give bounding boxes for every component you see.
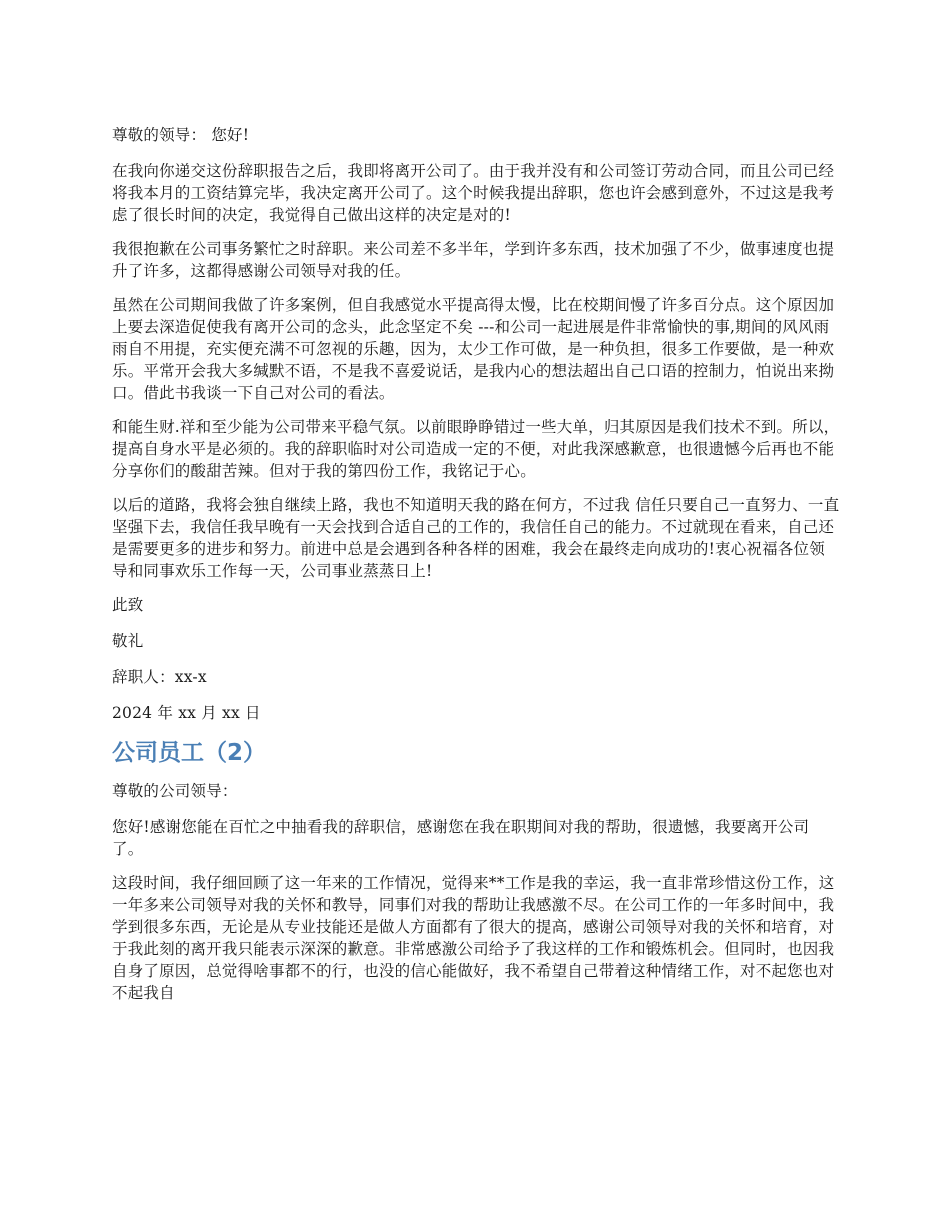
paragraph-6: 您好!感谢您能在百忙之中抽看我的辞职信，感谢您在我在职期间对我的帮助，很遗憾，我要离开公司了。 <box>112 818 810 858</box>
section-heading: 公司员工（2） <box>112 740 267 766</box>
paragraph-7: 这段时间，我仔细回顾了这一年来的工作情况，觉得来**工作是我的幸运，我一直非常珍惜这份工作，这一年多来公司领导对我的关怀和教导，同事们对我的帮助让我感激不尽。在公司工作的一年多时间中，我学到很多东西，无论是从专业技能还是做人方面都有了很大的提高，感谢公司领导对我的关怀和培育，对于我此刻的离开我只能表示深深的歉意。非常感激公司给予了我这样的工作和锻炼机会。但同时，也因我自身了原因，总觉得啥事都不的行，也没的信心能做好，我不希望自己带着这种情绪工作，对不起您也对不起我自 <box>112 874 835 1002</box>
closing-line-1: 此致 <box>112 596 144 614</box>
closing-line-2: 敬礼 <box>112 632 144 650</box>
paragraph-3: 虽然在公司期间我做了许多案例，但自我感觉水平提高得太慢，比在校期间慢了许多百分点。这个原因加上要去深造促使我有离开公司的念头，此念坚定不矣 ---和公司一起进展是件非常愉快的事,期间的风风雨雨自不用提，充实便充满不可忽视的乐趣，因为，太少工作可做，是一种负担，很多工作要做，是一种欢乐。平常开会我大多缄默不语，不是我不喜爱说话，是我内心的想法超出自己口语的控制力，怕说出来拗口。借此书我谈一下自己对公司的看法。 <box>112 296 835 402</box>
paragraph-4: 和能生财.祥和至少能为公司带来平稳气氛。以前眼睁睁错过一些大单，归其原因是我们技术不到。所以，提高自身水平是必须的。我的辞职临时对公司造成一定的不便，对此我深感歉意，也很遗憾今后再也不能分享你们的酸甜苦辣。但对于我的第四份工作，我铭记于心。 <box>112 418 840 480</box>
date: 2024 年 xx 月 xx 日 <box>112 704 261 722</box>
signature: 辞职人：xx-x <box>112 668 207 686</box>
paragraph-1: 在我向你递交这份辞职报告之后，我即将离开公司了。由于我并没有和公司签订劳动合同，而且公司已经将我本月的工资结算完毕，我决定离开公司了。这个时候我提出辞职，您也许会感到意外，不过这是我考虑了很长时间的决定，我觉得自己做出这样的决定是对的! <box>112 162 835 224</box>
paragraph-5: 以后的道路，我将会独自继续上路，我也不知道明天我的路在何方，不过我 信任只要自己一直努力、一直坚强下去，我信任我早晚有一天会找到合适自己的工作的，我信任自己的能力。不过就现在看来，自己还是需要更多的进步和努力。前进中总是会遇到各种各样的困难，我会在最终走向成功的!衷心祝福各位领导和同事欢乐工作每一天，公司事业蒸蒸日上! <box>112 496 840 580</box>
paragraph-2: 我很抱歉在公司事务繁忙之时辞职。来公司差不多半年，学到许多东西，技术加强了不少，做事速度也提升了许多，这都得感谢公司领导对我的任。 <box>112 240 835 280</box>
greeting: 尊敬的领导： 您好! <box>112 126 250 144</box>
greeting-2: 尊敬的公司领导： <box>112 782 238 800</box>
